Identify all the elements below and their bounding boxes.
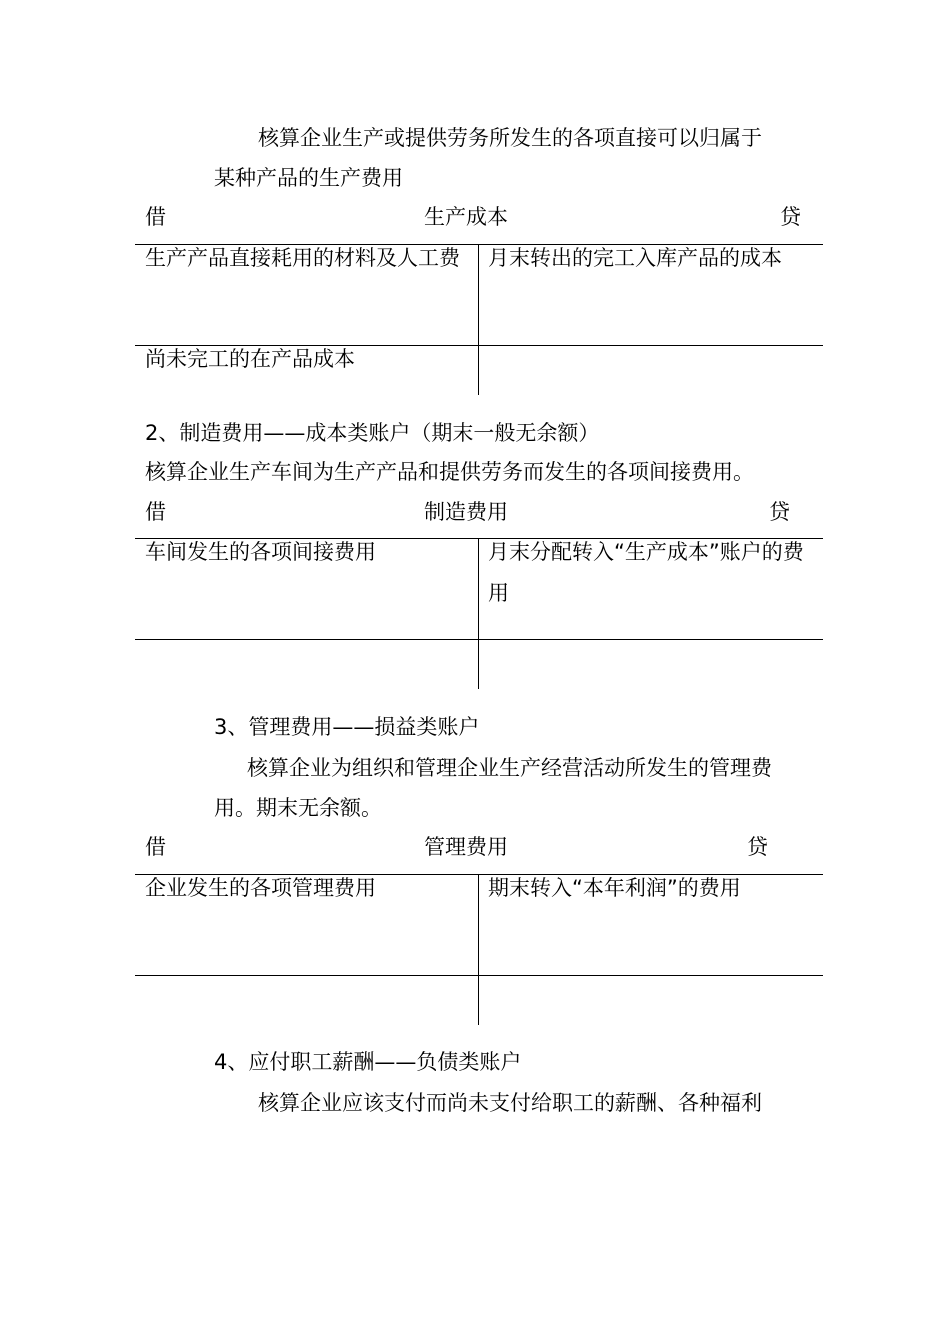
section2-description: 核算企业生产车间为生产产品和提供劳务而发生的各项间接费用。 [145, 460, 754, 484]
section3-description-line1: 核算企业为组织和管理企业生产经营活动所发生的管理费 [247, 756, 772, 780]
credit-entry: 期末转入“本年利润”的费用 [488, 876, 741, 900]
t-account-body [135, 874, 823, 1025]
t-account-header [135, 835, 823, 863]
section4-heading: 4、应付职工薪酬——负债类账户 [214, 1050, 522, 1074]
t-account-header [135, 500, 823, 528]
t-account-administrative-expenses [135, 835, 823, 900]
credit-label: 贷 [747, 835, 768, 859]
debit-label: 借 [145, 205, 166, 229]
t-account-production-cost [135, 205, 823, 371]
t-account-balance-line [135, 975, 823, 976]
debit-entry: 企业发生的各项管理费用 [145, 876, 376, 900]
t-account-body [135, 244, 823, 395]
t-account-body [135, 538, 823, 689]
section3-heading: 3、管理费用——损益类账户 [214, 715, 480, 739]
credit-label: 贷 [769, 500, 790, 524]
section4-description-line1: 核算企业应该支付而尚未支付给职工的薪酬、各种福利 [258, 1091, 762, 1115]
t-account-divider [478, 539, 479, 689]
debit-label: 借 [145, 835, 166, 859]
debit-label: 借 [145, 500, 166, 524]
t-account-manufacturing-overhead [135, 500, 823, 605]
t-account-title: 管理费用 [424, 835, 508, 859]
credit-entry: 月末转出的完工入库产品的成本 [488, 246, 782, 270]
t-account-title: 制造费用 [424, 500, 508, 524]
section1-description-line1: 核算企业生产或提供劳务所发生的各项直接可以归属于 [258, 126, 762, 150]
debit-balance: 尚未完工的在产品成本 [145, 347, 355, 371]
debit-entry: 车间发生的各项间接费用 [145, 540, 376, 564]
t-account-divider [478, 245, 479, 395]
debit-entry: 生产产品直接耗用的材料及人工费 [145, 246, 460, 270]
section1-description-line2: 某种产品的生产费用 [214, 166, 403, 190]
t-account-balance-line [135, 639, 823, 640]
t-account-header [135, 205, 823, 233]
section2-heading: 2、制造费用——成本类账户（期末一般无余额） [145, 421, 600, 445]
credit-label: 贷 [780, 205, 801, 229]
section3-description-line2: 用。期末无余额。 [214, 796, 382, 820]
credit-entry: 月末分配转入“生产成本”账户的费用 [488, 540, 804, 605]
t-account-title: 生产成本 [424, 205, 508, 229]
t-account-divider [478, 875, 479, 1025]
